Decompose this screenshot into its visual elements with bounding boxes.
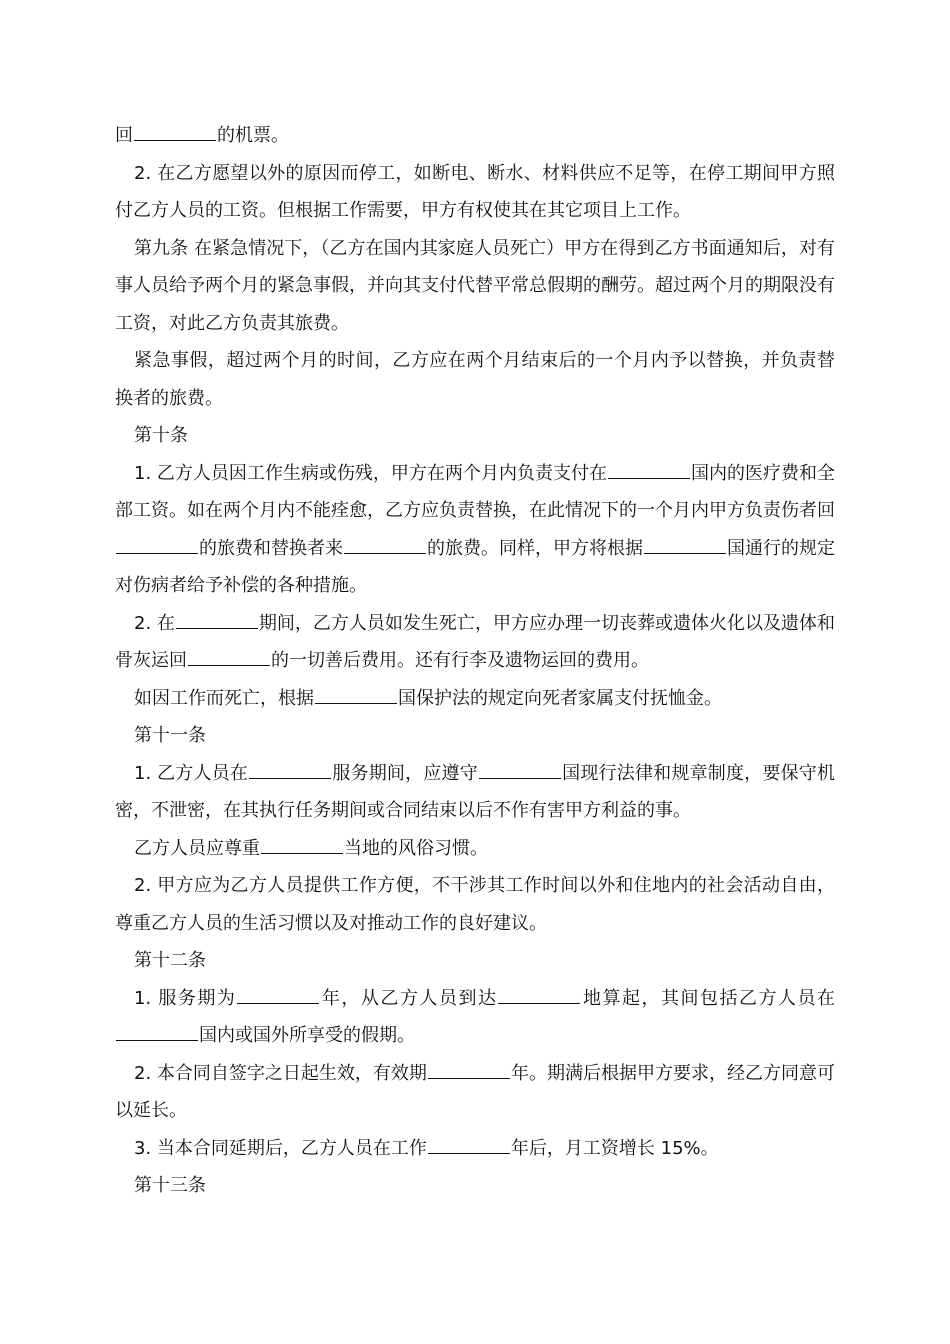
article-11-heading: 第十一条 xyxy=(134,725,206,746)
article-9: 第九条 在紧急情况下，（乙方在国内其家庭人员死亡）甲方在得到乙方书面通知后，对有事人员给予两个月的紧急事假，并向其支付代替平常总假期的酬劳。超过两个月的期限没有工资，对此乙方负责其旅费。 xyxy=(115,237,835,334)
blank-field[interactable] xyxy=(237,985,319,1004)
article-10-heading: 第十条 xyxy=(134,425,188,446)
article-11-item-2: 2. 甲方应为乙方人员提供工作方便，不干涉其工作时间以外和住地内的社会活动自由，尊重乙方人员的生活习惯以及对推动工作的良好建议。 xyxy=(115,875,835,934)
article-12-heading: 第十二条 xyxy=(134,950,206,971)
clause-8-item-2: 2. 在乙方愿望以外的原因而停工，如断电、断水、材料供应不足等，在停工期间甲方照付乙方人员的工资。但根据工作需要，甲方有权使其在其它项目上工作。 xyxy=(115,162,835,221)
article-12-item-2: 2. 本合同自签字之日起生效，有效期 年。期满后根据甲方要求，经乙方同意可以延长。 xyxy=(115,1055,835,1130)
article-12-item-1: 1. 服务期为 年，从乙方人员到达 地算起，其间包括乙方人员在国内或国外所享受的假期。 xyxy=(115,980,835,1055)
blank-field[interactable] xyxy=(249,760,331,779)
blank-field[interactable] xyxy=(315,685,397,704)
blank-field[interactable] xyxy=(176,610,258,629)
blank-field[interactable] xyxy=(608,460,690,479)
article-13-heading: 第十三条 xyxy=(134,1175,206,1196)
blank-field[interactable] xyxy=(428,1060,510,1079)
blank-field[interactable] xyxy=(261,835,343,854)
blank-field[interactable] xyxy=(644,535,726,554)
article-10-death-compensation: 如因工作而死亡，根据 国保护法的规定向死者家属支付抚恤金。 xyxy=(115,680,835,718)
blank-field[interactable] xyxy=(498,985,580,1004)
blank-field[interactable] xyxy=(116,535,198,554)
article-9-emergency-leave: 紧急事假，超过两个月的时间，乙方应在两个月结束后的一个月内予以替换，并负责替换者的旅费。 xyxy=(115,350,835,409)
article-12-item-3: 3. 当本合同延期后，乙方人员在工作 年后，月工资增长 15%。 xyxy=(115,1130,835,1168)
blank-field[interactable] xyxy=(479,760,561,779)
article-10-item-1: 1. 乙方人员因工作生病或伤残，甲方在两个月内负责支付在 国内的医疗费和全部工资。如在两个月内不能痊愈，乙方应负责替换，在此情况下的一个月内甲方负责伤者回的旅费和替换者来 的旅费。同样，甲方将根据 国通行的规定对伤病者给予补偿的各种措施。 xyxy=(115,455,835,605)
paragraph-return-ticket: 回 的机票。 xyxy=(115,117,835,155)
article-11-customs: 乙方人员应尊重 当地的风俗习惯。 xyxy=(115,830,835,868)
article-11-item-1: 1. 乙方人员在 服务期间，应遵守 国现行法律和规章制度，要保守机密，不泄密，在其执行任务期间或合同结束以后不作有害甲方利益的事。 xyxy=(115,755,835,830)
contract-page xyxy=(115,117,835,1205)
blank-field[interactable] xyxy=(134,122,216,141)
article-10-item-2: 2. 在 期间，乙方人员如发生死亡，甲方应办理一切丧葬或遗体火化以及遗体和骨灰运回 的一切善后费用。还有行李及遗物运回的费用。 xyxy=(115,605,835,680)
blank-field[interactable] xyxy=(344,535,426,554)
blank-field[interactable] xyxy=(188,647,270,666)
blank-field[interactable] xyxy=(116,1022,198,1041)
blank-field[interactable] xyxy=(428,1135,510,1154)
